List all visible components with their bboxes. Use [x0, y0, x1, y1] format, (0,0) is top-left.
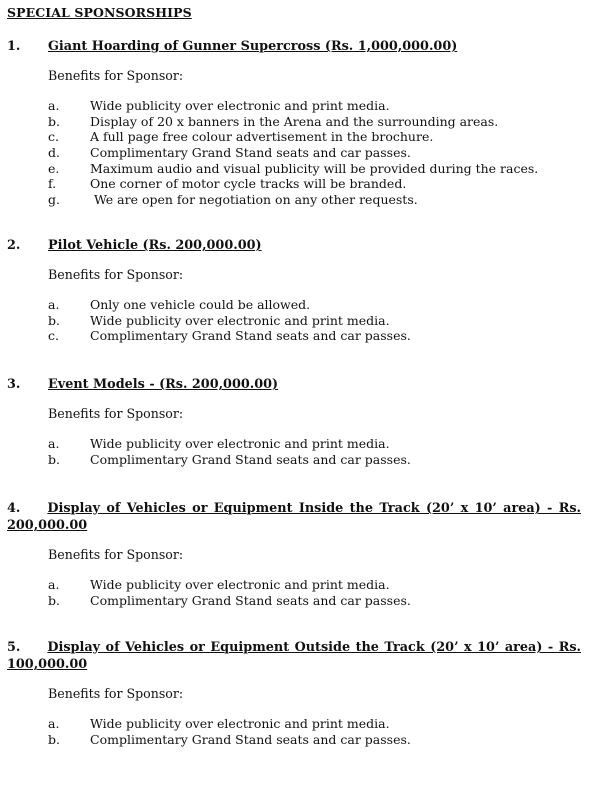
- section-heading: [7, 639, 581, 673]
- benefits-label: Benefits for Sponsor:: [48, 686, 184, 701]
- section-title: Display of Vehicles or Equipment Inside the Track (20’ x 10’ area) - Rs. 200,000.00: [7, 501, 581, 533]
- item-letter: a.: [48, 577, 60, 592]
- list-item: [7, 452, 581, 468]
- item-text: Complimentary Grand Stand seats and car passes.: [90, 451, 411, 467]
- list-item: [7, 145, 581, 161]
- section-title: Display of Vehicles or Equipment Outside the Track (20’ x 10’ area) - Rs. 100,000.00: [7, 640, 581, 672]
- section-title: Giant Hoarding of Gunner Supercross (Rs. 1,000,000.00): [48, 39, 458, 54]
- item-text: Display of 20 x banners in the Arena and the surrounding areas.: [90, 113, 499, 129]
- item-text: Only one vehicle could be allowed.: [90, 297, 311, 312]
- item-text: One corner of motor cycle tracks will be branded.: [90, 176, 407, 192]
- item-letter: c.: [48, 328, 59, 344]
- benefits-list: [7, 98, 581, 208]
- section-number: 1.: [7, 39, 21, 54]
- list-item: [7, 98, 581, 114]
- list-item: [7, 114, 581, 130]
- sponsorship-section-4: [7, 500, 581, 608]
- section-number: 5.: [7, 640, 21, 655]
- item-letter: b.: [48, 731, 60, 747]
- item-letter: c.: [48, 129, 59, 145]
- list-item: [7, 436, 581, 452]
- item-letter: b.: [48, 113, 60, 129]
- benefits-list: [7, 297, 581, 344]
- section-title: Event Models - (Rs. 200,000.00): [48, 377, 279, 392]
- item-letter: a.: [48, 98, 60, 113]
- item-letter: a.: [48, 297, 60, 312]
- item-text: Wide publicity over electronic and print media.: [90, 577, 390, 592]
- sponsorship-section-1: [7, 38, 581, 208]
- sponsorship-section-3: [7, 376, 581, 467]
- item-letter: b.: [48, 451, 60, 467]
- list-item: [7, 176, 581, 192]
- list-item: [7, 161, 581, 177]
- item-text: Complimentary Grand Stand seats and car passes.: [90, 145, 411, 161]
- list-item: [7, 593, 581, 609]
- item-letter: e.: [48, 160, 60, 176]
- item-text: We are open for negotiation on any other requests.: [90, 192, 418, 208]
- list-item: [7, 328, 581, 344]
- benefits-label: Benefits for Sponsor:: [48, 547, 184, 562]
- item-letter: a.: [48, 436, 60, 451]
- item-text: Wide publicity over electronic and print media.: [90, 312, 390, 328]
- list-item: [7, 129, 581, 145]
- item-letter: b.: [48, 592, 60, 608]
- section-heading: [7, 38, 581, 55]
- section-heading: [7, 237, 581, 254]
- benefits-label: Benefits for Sponsor:: [48, 406, 184, 421]
- sponsorship-section-5: [7, 639, 581, 747]
- benefits-list: [7, 716, 581, 747]
- section-number: 4.: [7, 501, 21, 516]
- list-item: [7, 313, 581, 329]
- item-text: Maximum audio and visual publicity will be provided during the races.: [90, 160, 539, 176]
- document-title: SPECIAL SPONSORSHIPS: [7, 5, 192, 20]
- item-text: Complimentary Grand Stand seats and car passes.: [90, 328, 411, 344]
- sponsorship-section-2: [7, 237, 581, 344]
- benefits-label: Benefits for Sponsor:: [48, 267, 184, 282]
- list-item: [7, 732, 581, 748]
- item-letter: b.: [48, 312, 60, 328]
- item-letter: g.: [48, 192, 60, 208]
- list-item: [7, 716, 581, 732]
- item-text: Complimentary Grand Stand seats and car passes.: [90, 592, 411, 608]
- benefits-list: [7, 436, 581, 467]
- item-text: Complimentary Grand Stand seats and car passes.: [90, 731, 411, 747]
- item-letter: a.: [48, 716, 60, 731]
- item-text: Wide publicity over electronic and print media.: [90, 98, 390, 113]
- item-letter: f.: [48, 176, 57, 192]
- item-text: Wide publicity over electronic and print media.: [90, 436, 390, 451]
- benefits-list: [7, 577, 581, 608]
- list-item: [7, 192, 581, 208]
- section-number: 3.: [7, 377, 21, 392]
- section-heading: [7, 376, 581, 393]
- section-heading: [7, 500, 581, 534]
- list-item: [7, 297, 581, 313]
- list-item: [7, 577, 581, 593]
- item-text: A full page free colour advertisement in the brochure.: [90, 129, 434, 145]
- item-letter: d.: [48, 145, 60, 161]
- benefits-label: Benefits for Sponsor:: [48, 68, 184, 83]
- section-number: 2.: [7, 238, 21, 253]
- section-title: Pilot Vehicle (Rs. 200,000.00): [48, 238, 262, 253]
- item-text: Wide publicity over electronic and print media.: [90, 716, 390, 731]
